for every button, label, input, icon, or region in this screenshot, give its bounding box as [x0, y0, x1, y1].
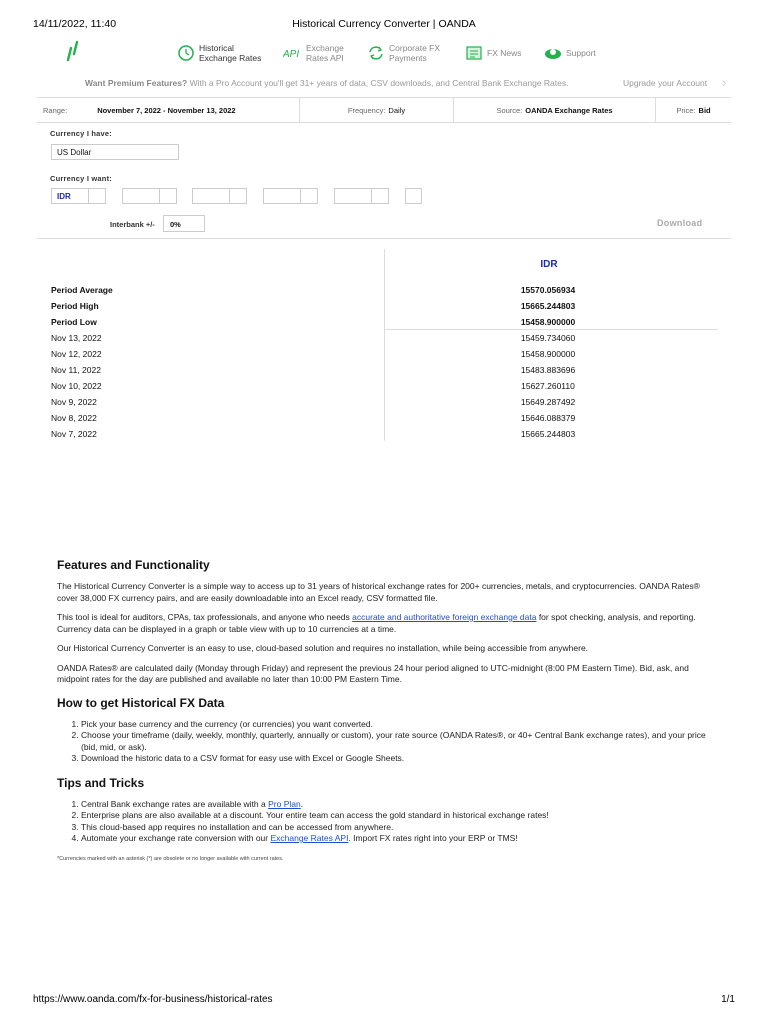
row-value: 15646.088379: [520, 413, 576, 423]
target-currency-value: IDR: [57, 192, 71, 201]
frequency-label: Frequency:: [347, 105, 386, 115]
text: Automate your exchange rate conversion with our: [81, 833, 271, 843]
premium-text: With a Pro Account you'll get 31+ years of data, CSV downloads, and Central Bank Exchange Rates.: [189, 78, 569, 88]
info-content: [57, 558, 717, 862]
table-row: [48, 362, 718, 378]
print-page-number: 1/1: [721, 994, 735, 1005]
summary-value: 15665.244803: [520, 301, 576, 311]
text: Central Bank exchange rates are available with a: [81, 798, 269, 809]
tips-heading: Tips and Tricks: [57, 775, 145, 790]
upgrade-account-link[interactable]: Upgrade your Account: [623, 78, 708, 88]
nav-label: Corporate FX Payments: [389, 43, 441, 63]
summary-value: 15458.900000: [520, 317, 576, 327]
summary-value: 15570.056934: [520, 285, 576, 295]
row-value: 15459.734060: [520, 333, 576, 343]
list-item: [81, 799, 717, 811]
features-paragraph: Our Historical Currency Converter is an easy to use, cloud-based solution and requires no installation, while being accessible from anywhere.: [57, 643, 589, 653]
currency-have-label: Currency I have:: [50, 129, 112, 138]
source-label: Source:: [496, 105, 523, 115]
source-param[interactable]: [453, 98, 655, 122]
print-url: https://www.oanda.com/fx-for-business/historical-rates: [33, 994, 273, 1005]
nav-historical-rates[interactable]: [176, 38, 265, 68]
base-currency-input[interactable]: US Dollar: [51, 144, 179, 160]
divider: [229, 188, 230, 204]
add-currency-slot[interactable]: [405, 188, 422, 204]
news-icon: [464, 44, 484, 62]
support-icon: [543, 44, 563, 62]
divider: [371, 188, 372, 204]
frequency-param[interactable]: [299, 98, 453, 122]
row-value: 15627.260110: [521, 381, 575, 391]
interbank-label: Interbank +/-: [110, 220, 155, 229]
text: . Import FX rates right into your ERP or TMS!: [348, 833, 518, 843]
table-row: [48, 378, 718, 394]
table-row: [48, 394, 718, 410]
table-row: [48, 410, 718, 426]
row-value: 15483.883696: [520, 365, 576, 375]
summary-row: [48, 282, 718, 298]
oanda-logo-icon[interactable]: [65, 40, 81, 62]
payments-icon: [366, 44, 386, 62]
price-param[interactable]: [655, 98, 731, 122]
howto-heading: How to get Historical FX Data: [57, 695, 225, 710]
row-value: 15458.900000: [520, 349, 576, 359]
api-icon: [283, 44, 303, 62]
premium-question: Want Premium Features?: [85, 78, 188, 88]
row-date: Nov 10, 2022: [51, 381, 102, 391]
list-item: 2. Choose your timeframe (daily, weekly, monthly, quarterly, annually or custom), your rate source (OANDA Rates®, or 40+ Central Bank exchange rates), and your price (bid, mid, or ask).: [81, 730, 717, 753]
table-row: [48, 330, 718, 346]
target-currency-slot[interactable]: [263, 188, 318, 204]
svg-text:API: API: [283, 49, 300, 60]
target-currency-input[interactable]: [51, 188, 106, 204]
row-value: 15665.244803: [520, 429, 576, 439]
summary-label: Period Average: [51, 285, 113, 295]
target-currency-slot[interactable]: [192, 188, 247, 204]
nav-label: Historical Exchange Rates: [199, 43, 262, 63]
chevron-right-icon[interactable]: ›: [722, 75, 727, 90]
nav-fx-news[interactable]: [464, 38, 521, 68]
divider: [37, 238, 731, 239]
currency-want-label: Currency I want:: [50, 174, 112, 183]
target-currency-slot[interactable]: [334, 188, 389, 204]
range-label: Range:: [43, 105, 68, 115]
nav-label: Exchange Rates API: [306, 43, 344, 63]
nav-corporate-fx[interactable]: [366, 38, 447, 68]
tips-list: [57, 799, 717, 845]
summary-label: Period Low: [51, 317, 97, 327]
nav-label: Support: [566, 48, 596, 58]
table-row: [48, 346, 718, 362]
list-item: [81, 833, 717, 845]
features-paragraph: The Historical Currency Converter is a simple way to access up to 31 years of historical exchange rates for 200+ currencies, metals, and cryptocurrencies. OANDA Rates® cover 38,000 FX currency pairs, and are easily downloadable into an Excel ready, CSV formatted file.: [57, 581, 700, 603]
divider: [300, 188, 301, 204]
row-date: Nov 12, 2022: [51, 349, 102, 359]
clock-icon: [176, 44, 196, 62]
range-value: November 7, 2022 - November 13, 2022: [97, 105, 236, 115]
divider: [88, 188, 89, 204]
text: for spot checking, analysis, and reporting. Currency data can be displayed in a graph or table view with up to 10 currencies at a time.: [57, 612, 696, 634]
nav-support[interactable]: [543, 38, 596, 68]
nav-label: FX News: [487, 48, 522, 58]
row-value: 15649.287492: [520, 397, 576, 407]
features-paragraph: OANDA Rates® are calculated daily (Monday through Friday) and represent the previous 24 hour period aligned to UTC-midnight (8:00 PM Eastern Time). Bid, ask, and midpoint rates for the day are published and available no later than 10:00 PM Eastern Time.: [57, 662, 689, 684]
list-item: 2. Enterprise plans are also available at a discount. Your entire team can access the gold standard in historical exchange rates!: [81, 810, 717, 822]
divider: [159, 188, 160, 204]
summary-row: [48, 314, 718, 330]
currency-column-header[interactable]: IDR: [540, 259, 558, 270]
summary-label: Period High: [51, 301, 99, 311]
summary-row: [48, 298, 718, 314]
features-paragraph: [57, 612, 717, 635]
row-date: Nov 11, 2022: [51, 365, 101, 375]
premium-banner: [85, 78, 568, 88]
footnote: *Currencies marked with an asterisk (*) are obsolete or no longer available with current rates.: [57, 855, 284, 862]
print-header: [33, 18, 735, 32]
top-nav: [60, 38, 740, 68]
fx-data-link[interactable]: accurate and authoritative foreign exchange data: [352, 612, 537, 622]
target-currency-slot[interactable]: [122, 188, 177, 204]
howto-list: [57, 719, 717, 765]
frequency-value: Daily: [388, 105, 406, 115]
price-label: Price:: [676, 105, 696, 115]
row-date: Nov 9, 2022: [51, 397, 97, 407]
list-item: 3. Download the historic data to a CSV format for easy use with Excel or Google Sheets.: [81, 753, 717, 765]
list-item: 1. Pick your base currency and the currency (or currencies) you want converted.: [81, 719, 717, 731]
list-item: 3. This cloud-based app requires no installation and can be accessed from anywhere.: [81, 822, 717, 834]
source-value: OANDA Exchange Rates: [525, 105, 613, 115]
nav-exchange-rates-api[interactable]: [283, 38, 346, 68]
print-date: 14/11/2022, 11:40: [33, 18, 117, 30]
row-date: Nov 13, 2022: [51, 333, 102, 343]
download-button[interactable]: Download: [657, 218, 703, 228]
exchange-rates-api-link[interactable]: Exchange Rates API: [270, 833, 349, 843]
price-value: Bid: [698, 105, 711, 115]
table-row: [48, 426, 718, 442]
features-heading: Features and Functionality: [57, 558, 210, 572]
params-bar: [37, 97, 731, 123]
row-date: Nov 7, 2022: [51, 429, 97, 439]
text: This tool is ideal for auditors, CPAs, tax professionals, and anyone who needs: [57, 612, 353, 622]
print-title: Historical Currency Converter | OANDA: [292, 18, 476, 30]
pro-plan-link[interactable]: Pro Plan: [268, 798, 301, 809]
text: .: [300, 798, 304, 809]
interbank-input[interactable]: 0%: [163, 215, 205, 232]
range-param[interactable]: [43, 98, 303, 122]
row-date: Nov 8, 2022: [51, 413, 97, 423]
